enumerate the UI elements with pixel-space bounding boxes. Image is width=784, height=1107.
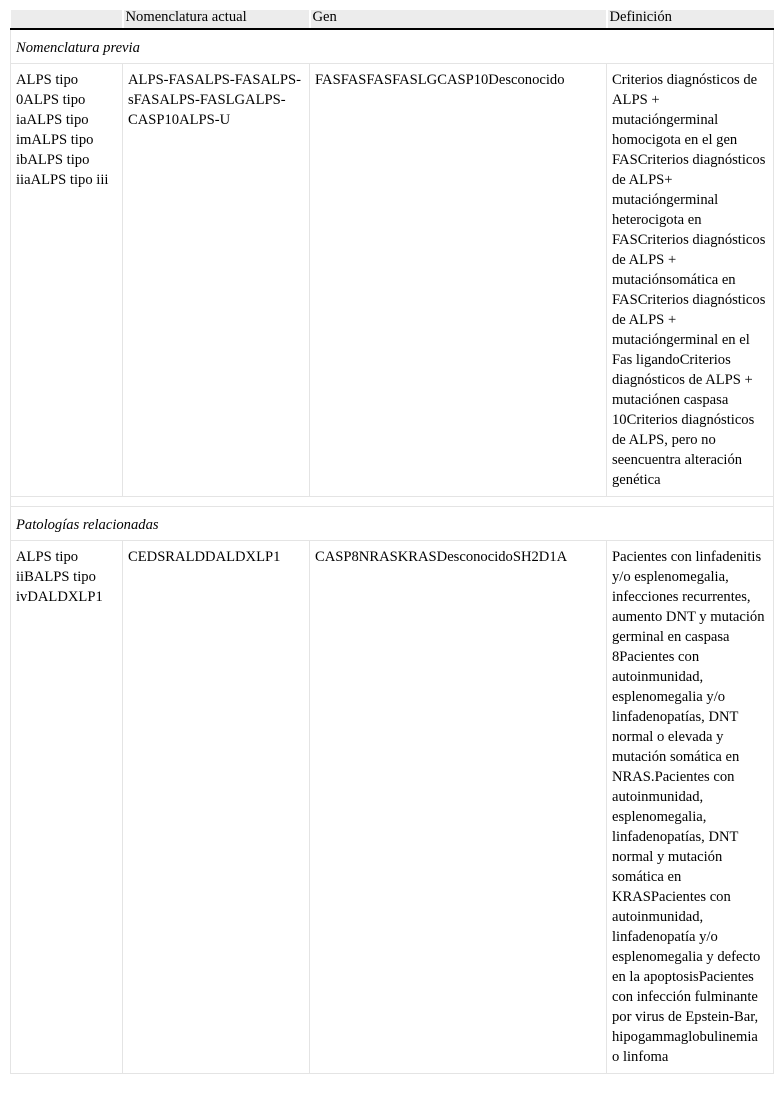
section-title-nomenclatura-previa: Nomenclatura previa [11,29,774,64]
cell-gene [310,541,607,1074]
cell-text: ALPS-FASALPS-FASALPS-sFASALPS-FASLGALPS-CASP10ALPS-U [128,72,302,128]
cell-text: ALPS tipo 0ALPS tipo iaALPS tipo imALPS tipo ibALPS tipo iiaALPS tipo iii [16,72,109,188]
cell-text: CEDSRALDDALDXLP1 [128,549,281,565]
section-title-patologias-relacionadas: Patologías relacionadas [11,507,774,541]
alps-classification-table [10,10,774,1074]
cell-definition [607,541,774,1074]
header-row [11,10,774,29]
cell-current-name [123,64,310,497]
alps-classification-table-container [10,10,773,1074]
cell-current-name [123,541,310,1074]
cell-text: FASFASFASFASLGCASP10Desconocido [315,72,565,88]
table-body [11,29,774,1074]
header-cell-blank [11,10,123,29]
cell-previous-name [11,64,123,497]
cell-text: ALPS tipo iiBALPS tipo ivDALDXLP1 [16,549,103,605]
cell-definition [607,64,774,497]
cell-text: Pacientes con linfadenitis y/o esplenomegalia, infecciones recurrentes, aumento DNT y mutación germinal en caspasa 8Pacientes con autoinmunidad, esplenomegalia y/o linfadenopatías, DNT normal o elevada y mutación somática en NRAS.Pacientes con autoinmunidad, esplenomegalia, linfadenopatías, DNT normal y mutación somática en KRASPacientes con autoinmunidad, linfadenopatía y/o esplenomegalia y defecto en la apoptosisPacientes con infección fulminante por virus de Epstein-Bar, hipogammaglobulinemia o linfoma [612,549,765,1065]
cell-text: CASP8NRASKRASDesconocidoSH2D1A [315,549,568,565]
cell-text: Criterios diagnósticos de ALPS + mutacióngerminal homocigota en el gen FASCriterios diagnósticos de ALPS+ mutacióngerminal heterocigota en FASCriterios diagnósticos de ALPS + mutaciónsomática en FASCriterios diagnósticos de ALPS + mutacióngerminal en el Fas ligandoCriterios diagnósticos de ALPS + mutaciónen caspasa 10Criterios diagnósticos de ALPS, pero no seencuentra alteración genética [612,72,766,488]
cell-previous-name [11,541,123,1074]
table-header [11,10,774,29]
table-row [11,541,774,1074]
spacer-cell [11,497,774,507]
header-cell-nomenclatura-actual: Nomenclatura actual [123,10,310,29]
section-header-row [11,29,774,64]
section-header-row [11,507,774,541]
header-cell-definicion: Definición [607,10,774,29]
cell-gene [310,64,607,497]
spacer-row [11,497,774,507]
header-cell-gen: Gen [310,10,607,29]
table-row [11,64,774,497]
